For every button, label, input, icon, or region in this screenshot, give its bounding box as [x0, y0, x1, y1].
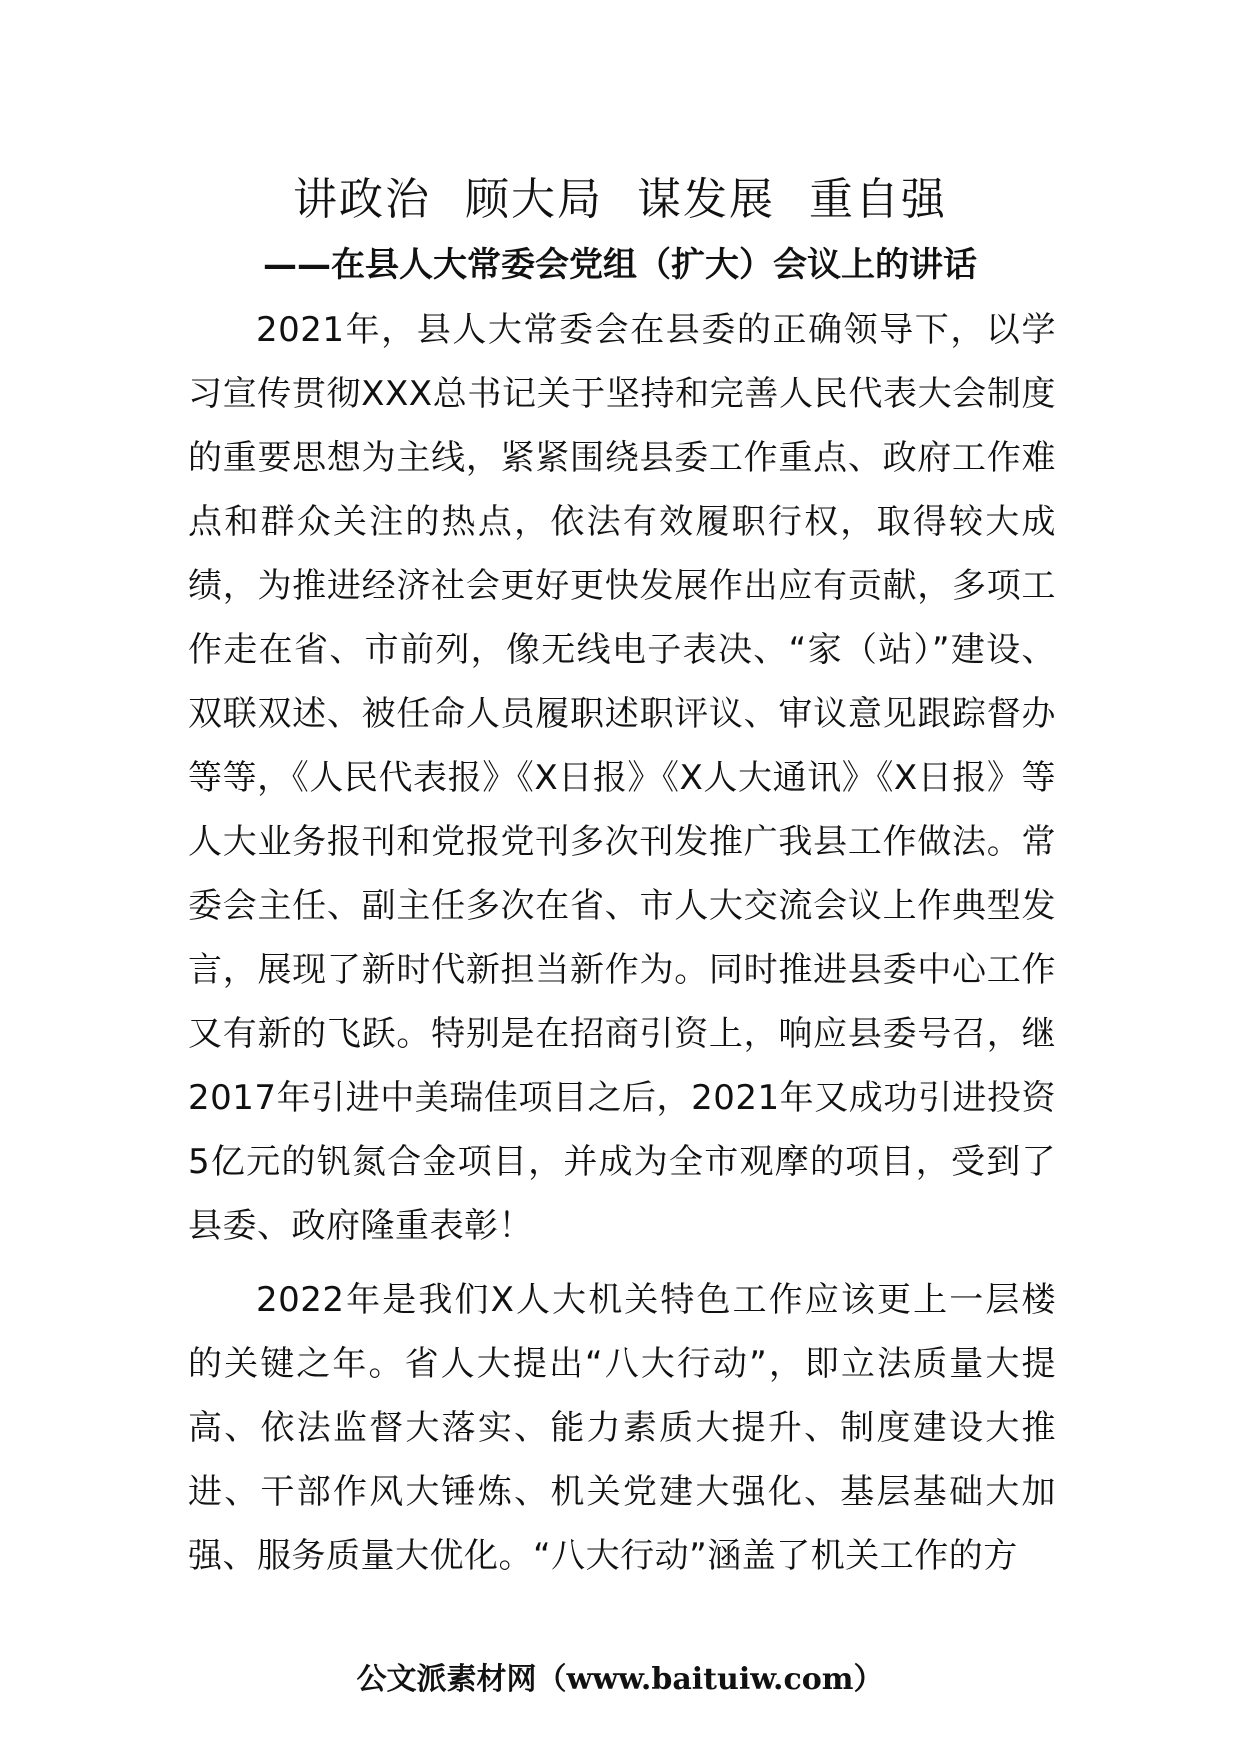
document-subtitle: ——在县人大常委会党组（扩大）会议上的讲话	[263, 245, 977, 285]
body-paragraph: 2021年，县人大常委会在县委的正确领导下，以学习宣传贯彻XXX总书记关于坚持和完善人民代表大会制度的重要思想为主线，紧紧围绕县委工作重点、政府工作难点和群众关注的热点，依法有效履职行权，取得较大成绩，为推进经济社会更好更快发展作出应有贡献，多项工作走在省、市前列，像无线电子表决、“家（站）”建设、双联双述、被任命人员履职述职评议、审议意见跟踪督办等等，《人民代表报》《X日报》《X人大通讯》《X日报》等人大业务报刊和党报党刊多次刊发推广我县工作做法。常委会主任、副主任多次在省、市人大交流会议上作典型发言，展现了新时代新担当新作为。同时推进县委中心工作又有新的飞跃。特别是在招商引资上，响应县委号召，继2017年引进中美瑞佳项目之后，2021年又成功引进投资5亿元的钒氮合金项目，并成为全市观摩的项目，受到了县委、政府隆重表彰！	[188, 310, 1056, 1246]
document-body	[188, 298, 1056, 1588]
footer-watermark: 公文派素材网（www.baituiw.com）	[356, 1662, 884, 1697]
document-title: 讲政治 顾大局 谋发展 重自强	[293, 174, 947, 225]
body-paragraph: 2022年是我们X人大机关特色工作应该更上一层楼的关键之年。省人大提出“八大行动”，即立法质量大提高、依法监督大落实、能力素质大提升、制度建设大推进、干部作风大锤炼、机关党建大强化、基层基础大加强、服务质量大优化。“八大行动”涵盖了机关工作的方	[188, 1280, 1056, 1576]
